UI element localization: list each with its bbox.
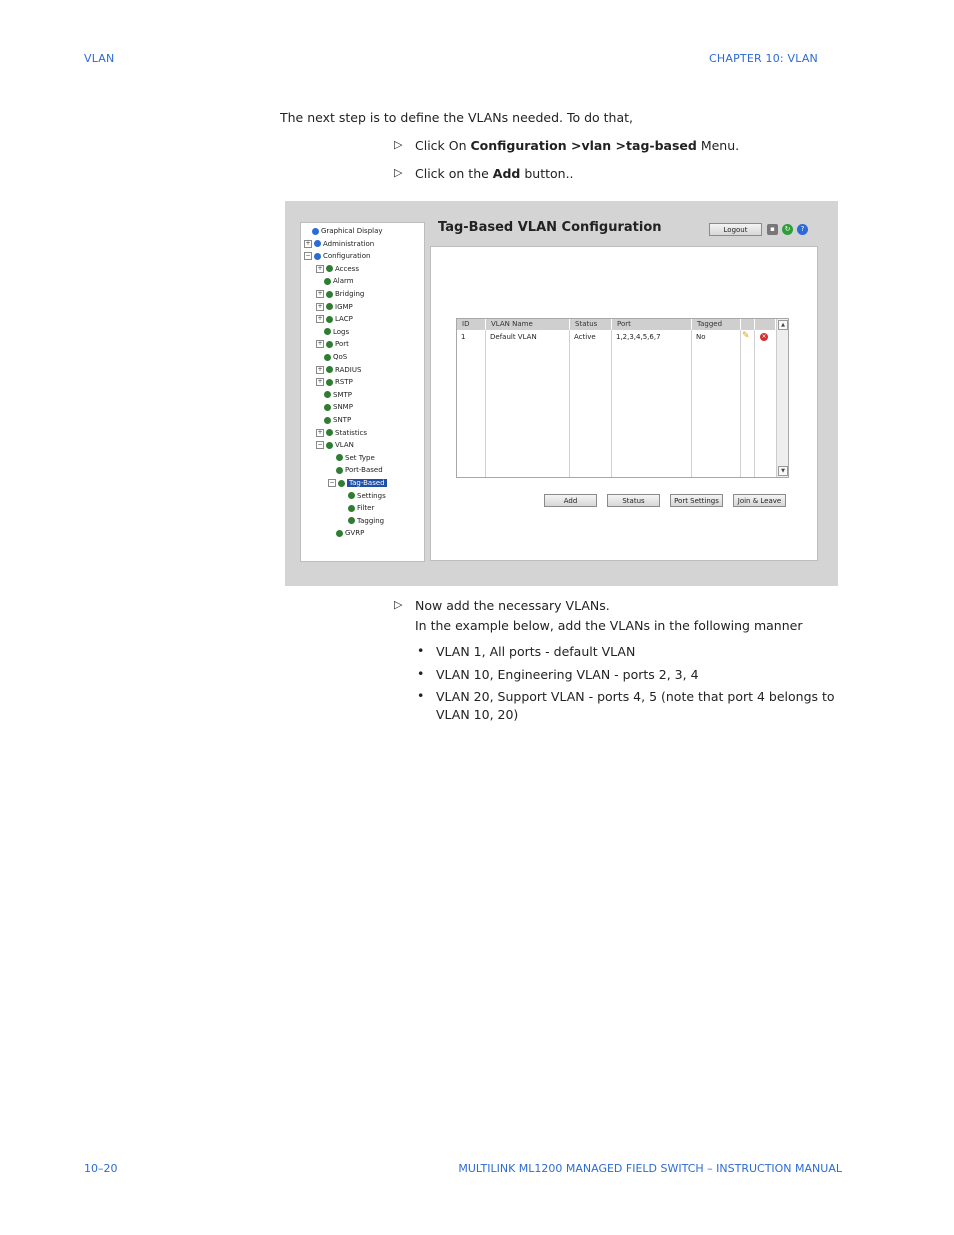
column-divider [611, 330, 612, 477]
spacer [316, 278, 322, 284]
footer-page-number: 10–20 [84, 1162, 118, 1175]
column-divider [740, 330, 741, 477]
column-header-tagged: Tagged [692, 319, 741, 330]
tree-item-label: LACP [335, 315, 353, 324]
header-chapter-label: CHAPTER 10: VLAN [709, 52, 818, 65]
tree-item-label: Filter [357, 504, 375, 513]
delete-icon[interactable]: × [761, 333, 767, 340]
tree-item[interactable] [316, 352, 347, 363]
tree-item[interactable] [316, 264, 359, 275]
node-icon [338, 480, 345, 487]
navigation-tree [300, 222, 425, 562]
tree-item-label: Configuration [323, 252, 371, 261]
tree-item[interactable] [304, 251, 370, 262]
tree-item[interactable] [304, 226, 383, 237]
tree-item[interactable] [316, 415, 351, 426]
tree-item[interactable] [316, 377, 353, 388]
node-icon [324, 404, 331, 411]
tree-item-label: SNMP [333, 403, 353, 412]
node-icon [324, 328, 331, 335]
node-icon [348, 517, 355, 524]
column-divider [754, 330, 755, 477]
expand-toggle-icon[interactable]: + [317, 302, 323, 310]
node-icon [314, 240, 321, 247]
tree-item-label: Administration [323, 239, 375, 248]
node-icon [324, 417, 331, 424]
expand-toggle-icon[interactable]: − [317, 441, 323, 449]
node-icon [326, 366, 333, 373]
spacer [316, 417, 322, 423]
expand-toggle-icon[interactable]: + [317, 428, 323, 436]
node-icon [336, 454, 343, 461]
step-3-line-2: In the example below, add the VLANs in the following manner [415, 618, 803, 633]
tree-item-label: Logs [333, 327, 350, 336]
content-panel [430, 246, 818, 561]
tree-item[interactable] [316, 428, 367, 439]
spacer [340, 518, 346, 524]
tree-item-label: Tag-Based [349, 479, 385, 487]
tree-item-label: Port [335, 340, 349, 349]
expand-toggle-icon[interactable]: + [317, 340, 323, 348]
step-2-post: button.. [520, 166, 574, 181]
tree-item-label: SNTP [333, 416, 352, 424]
tree-item-label: RSTP [335, 378, 353, 387]
expand-toggle-icon[interactable]: + [305, 239, 311, 247]
tree-item-label: Settings [357, 491, 386, 500]
node-icon [324, 354, 331, 361]
column-header-port: Port [612, 319, 692, 330]
bullet-text: VLAN 20, Support VLAN - ports 4, 5 (note that port 4 belongs to VLAN 10, 20) [436, 689, 835, 722]
node-icon [326, 379, 333, 386]
bullet-dot-icon: • [417, 688, 425, 703]
edit-pencil-icon[interactable]: ✎ [742, 331, 750, 341]
footer-manual-title: MULTILINK ML1200 MANAGED FIELD SWITCH – INSTRUCTION MANUAL [458, 1162, 842, 1175]
step-2-bold: Add [492, 166, 521, 181]
expand-toggle-icon[interactable]: − [305, 252, 311, 260]
tree-item[interactable] [316, 276, 354, 287]
node-icon [324, 391, 331, 398]
node-icon [326, 341, 333, 348]
node-icon [326, 291, 333, 298]
tree-item[interactable] [328, 453, 375, 464]
add-button[interactable]: Add [544, 494, 597, 507]
tree-item[interactable] [316, 289, 364, 300]
port-settings-button[interactable]: Port Settings [670, 494, 723, 507]
step-1-post: Menu. [696, 138, 740, 153]
tree-item-label: Set Type [345, 453, 375, 462]
column-header-id: ID [457, 319, 486, 330]
scroll-down-icon[interactable]: ▼ [778, 466, 788, 476]
vlan-table [456, 318, 789, 478]
tree-item-label: QoS [333, 353, 348, 361]
tree-item-label: Access [335, 264, 359, 273]
spacer [316, 392, 322, 398]
node-icon [314, 253, 321, 260]
cell-vlan-name: Default VLAN [490, 333, 537, 341]
join-leave-button[interactable]: Join & Leave [733, 494, 786, 507]
tree-item[interactable] [328, 478, 387, 489]
scroll-up-icon[interactable]: ▲ [778, 320, 788, 330]
triangle-bullet-icon: ▷ [394, 166, 403, 179]
step-1-text: Click On [415, 138, 471, 153]
refresh-icon[interactable]: ↻ [782, 224, 793, 235]
node-icon [326, 265, 333, 272]
spacer [316, 354, 322, 360]
table-scrollbar[interactable] [776, 319, 788, 477]
node-icon [326, 303, 333, 310]
spacer [340, 505, 346, 511]
page-title: Tag-Based VLAN Configuration [438, 220, 662, 235]
tree-item[interactable] [316, 402, 353, 413]
expand-toggle-icon[interactable]: + [317, 315, 323, 323]
tree-item[interactable] [328, 528, 364, 539]
tree-item-label: Bridging [335, 290, 365, 298]
spacer [304, 228, 310, 234]
help-icon[interactable]: ? [797, 224, 808, 235]
bullet-text: VLAN 10, Engineering VLAN - ports 2, 3, 4 [436, 667, 699, 682]
bullet-dot-icon: • [417, 643, 425, 658]
tree-item-label: Graphical Display [321, 227, 383, 235]
triangle-bullet-icon: ▷ [394, 138, 403, 151]
node-icon [348, 505, 355, 512]
tree-item-label: SMTP [333, 390, 352, 399]
triangle-bullet-icon: ▷ [394, 598, 403, 611]
screenshot-figure [285, 201, 838, 586]
tree-item[interactable] [316, 390, 352, 401]
column-header-delete [755, 319, 776, 330]
expand-toggle-icon[interactable]: + [317, 264, 323, 272]
step-3-line-1: Now add the necessary VLANs. [415, 598, 610, 613]
cell-port: 1,2,3,4,5,6,7 [616, 333, 661, 341]
header-section-label: VLAN [84, 52, 115, 65]
tree-item[interactable] [340, 491, 386, 502]
spacer [328, 467, 334, 473]
tree-item[interactable] [328, 465, 383, 476]
node-icon [312, 228, 319, 235]
tree-item-label: VLAN [335, 441, 354, 450]
spacer [316, 404, 322, 410]
tree-item-label: Port-Based [345, 466, 383, 475]
node-icon [326, 429, 333, 436]
cell-tagged: No [696, 333, 706, 341]
node-icon [326, 316, 333, 323]
node-icon [336, 530, 343, 537]
tree-item[interactable] [316, 440, 354, 451]
expand-toggle-icon[interactable]: + [317, 290, 323, 297]
tree-item-label: GVRP [345, 529, 365, 538]
tree-item[interactable] [316, 302, 353, 313]
logout-button[interactable]: Logout [709, 223, 762, 236]
bullet-dot-icon: • [417, 666, 425, 681]
tree-item[interactable] [316, 327, 349, 338]
spacer [316, 329, 322, 335]
expand-toggle-icon[interactable]: − [329, 479, 335, 486]
cell-id: 1 [461, 333, 466, 341]
column-header-vlan-name: VLAN Name [486, 319, 570, 330]
step-2-text: Click on the [415, 166, 493, 181]
tree-item[interactable] [340, 516, 384, 527]
status-button[interactable]: Status [607, 494, 660, 507]
tree-item[interactable] [316, 365, 361, 376]
intro-paragraph: The next step is to define the VLANs needed. To do that, [280, 110, 633, 125]
tree-item-label: Tagging [357, 516, 385, 525]
column-divider [691, 330, 692, 477]
tree-item-label: RADIUS [335, 365, 362, 374]
save-icon[interactable]: ▪ [767, 224, 778, 235]
expand-toggle-icon[interactable]: + [317, 378, 323, 386]
node-icon [336, 467, 343, 474]
column-header-status: Status [570, 319, 612, 330]
expand-toggle-icon[interactable]: + [317, 365, 323, 373]
column-header-edit [741, 319, 755, 330]
column-divider [569, 330, 570, 477]
bullet-text: VLAN 1, All ports - default VLAN [436, 644, 636, 659]
tree-item[interactable] [304, 239, 374, 250]
tree-item[interactable] [316, 339, 349, 350]
tree-item-label: IGMP [335, 302, 353, 311]
node-icon [326, 442, 333, 449]
spacer [328, 455, 334, 461]
node-icon [324, 278, 331, 285]
tree-item[interactable] [316, 314, 353, 325]
column-divider [485, 330, 486, 477]
tree-item[interactable] [340, 503, 374, 514]
step-1-bold: Configuration >vlan >tag-based [470, 138, 697, 153]
cell-status: Active [574, 333, 596, 341]
tree-item-label: Statistics [335, 428, 367, 437]
tree-item-label: Alarm [333, 277, 354, 286]
spacer [340, 493, 346, 499]
spacer [328, 530, 334, 536]
node-icon [348, 492, 355, 499]
